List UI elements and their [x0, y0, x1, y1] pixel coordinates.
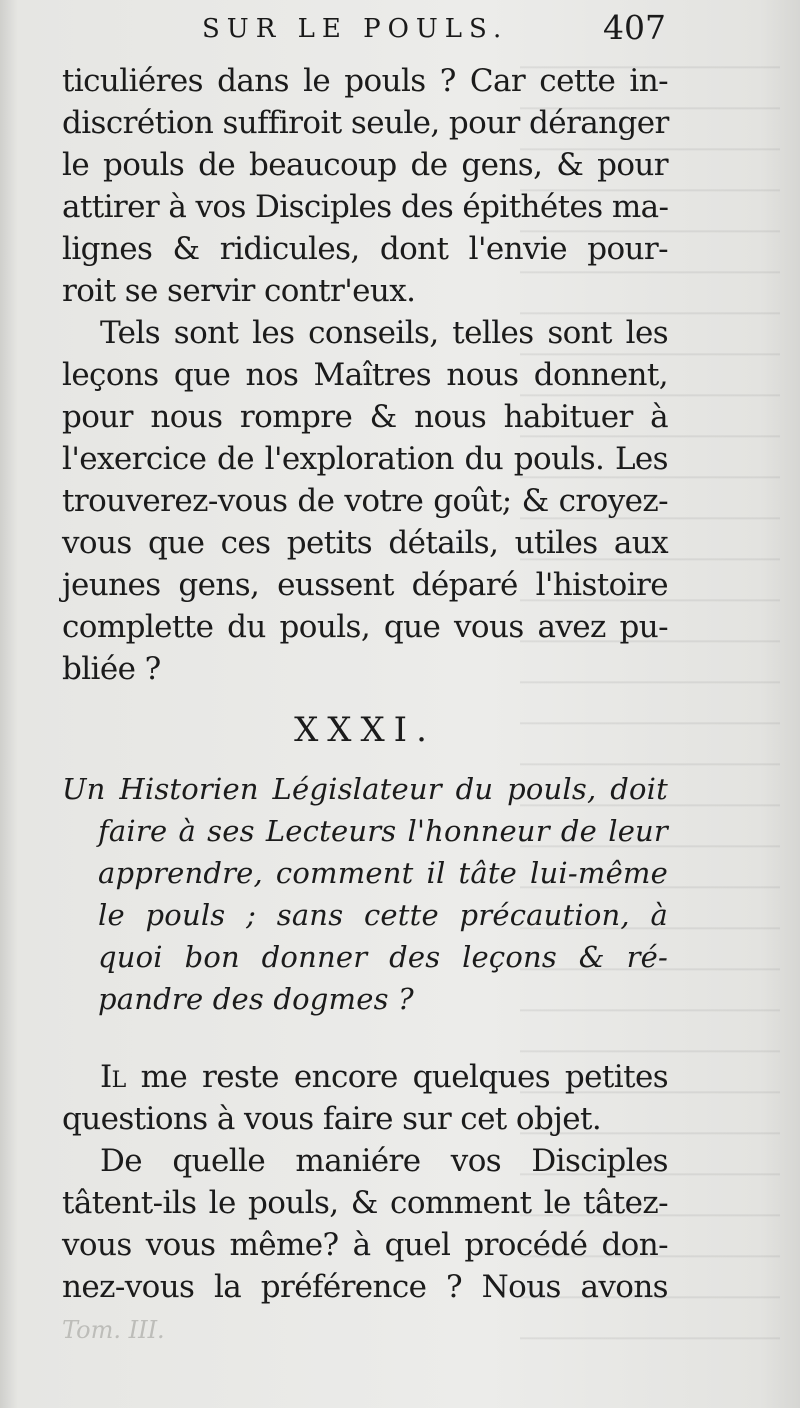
text-line: bliée ?	[62, 651, 161, 687]
section-summary	[62, 768, 668, 1020]
text-line: ticuliéres dans le pouls ? Car cette in-	[62, 63, 668, 99]
summary-line: pandre des dogmes ?	[98, 982, 414, 1016]
text-line: roit se servir contr'eux.	[62, 273, 416, 309]
text-line-rest: me reste encore quelques petites	[125, 1059, 668, 1095]
text-line: trouverez-vous de votre goût; & croyez-	[62, 483, 668, 519]
text-line: jeunes gens, eussent déparé l'histoire	[62, 567, 668, 603]
summary-line: faire à ses Lecteurs l'honneur de leur	[98, 814, 668, 848]
body-text	[62, 60, 668, 1308]
running-head: SUR LE POULS.	[202, 14, 509, 44]
page-header	[62, 8, 666, 58]
text-line: tâtent-ils le pouls, & comment le tâtez-	[62, 1185, 668, 1221]
text-line: De quelle maniére vos Disciples	[100, 1143, 668, 1179]
text-line: vous vous même? à quel procédé don-	[62, 1227, 668, 1263]
signature-mark: Tom. III.	[62, 1316, 165, 1344]
summary-line: quoi bon donner des leçons & ré-	[98, 940, 668, 974]
paragraph	[62, 60, 668, 312]
text-line: complette du pouls, que vous avez pu-	[62, 609, 668, 645]
text-line: questions à vous faire sur cet objet.	[62, 1101, 602, 1137]
summary-line: le pouls ; sans cette précaution, à	[98, 898, 668, 932]
text-line: pour nous rompre & nous habituer à	[62, 399, 668, 435]
drop-word: Il	[100, 1059, 126, 1095]
text-line	[62, 1056, 668, 1098]
summary-line: Un Historien Législateur du pouls, doit	[62, 772, 668, 806]
text-line: le pouls de beaucoup de gens, & pour	[62, 147, 668, 183]
text-line: vous que ces petits détails, utiles aux	[62, 525, 668, 561]
text-line: Tels sont les conseils, telles sont les	[100, 315, 668, 351]
text-line: lignes & ridicules, dont l'envie pour-	[62, 231, 668, 267]
paragraph	[62, 312, 668, 690]
spacer	[62, 1020, 668, 1056]
section-number: XXXI.	[294, 710, 436, 750]
text-line: attirer à vos Disciples des épithétes ma-	[62, 189, 669, 225]
page-number: 407	[603, 8, 666, 47]
text-line: leçons que nos Maîtres nous donnent,	[62, 357, 668, 393]
text-line: nez-vous la préférence ? Nous avons	[62, 1269, 668, 1305]
summary-line: apprendre, comment il tâte lui-même	[98, 856, 668, 890]
text-line: discrétion suffiroit seule, pour déranger	[62, 105, 669, 141]
text-line: l'exercice de l'exploration du pouls. Les	[62, 441, 668, 477]
paragraph	[62, 1056, 668, 1140]
paragraph	[62, 1140, 668, 1308]
